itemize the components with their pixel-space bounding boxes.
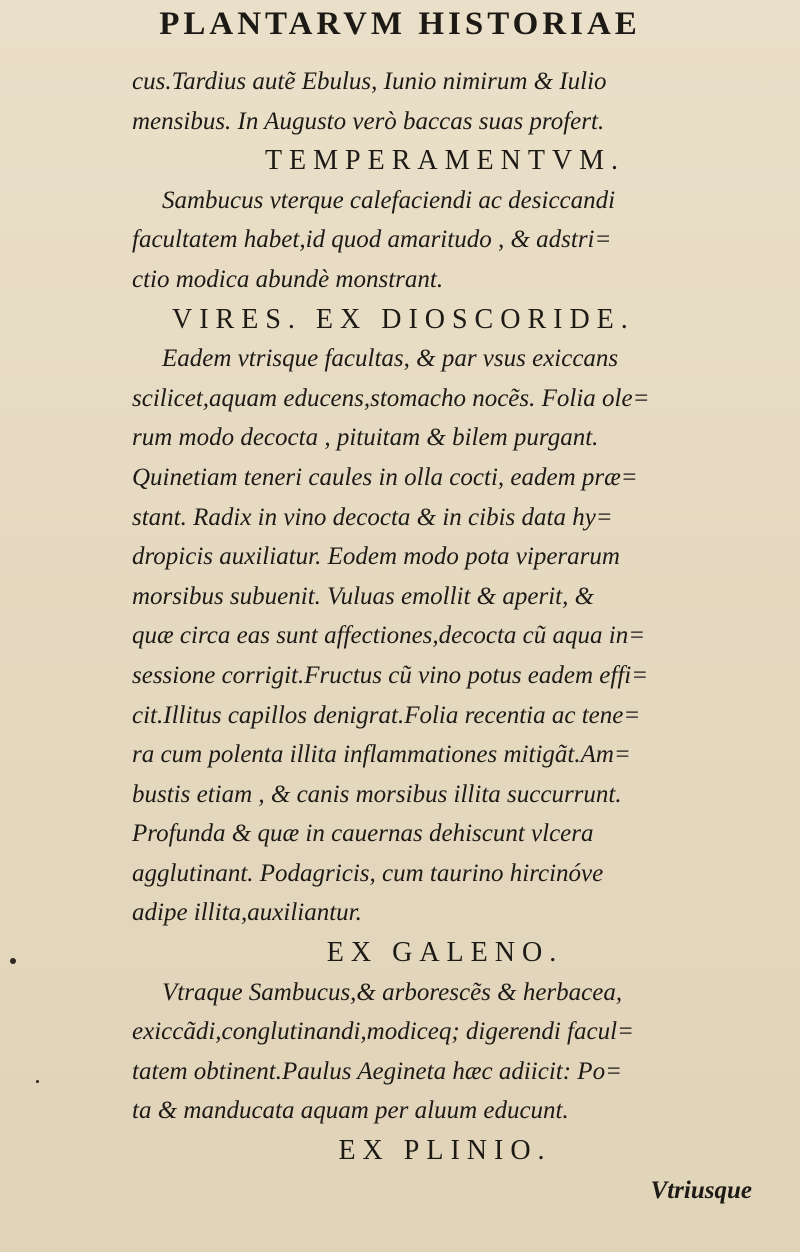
section-heading: EX PLINIO. bbox=[338, 1135, 552, 1167]
running-head: PLANTARVM HISTORIAE bbox=[159, 6, 641, 42]
section-heading: VIRES. EX DIOSCORIDE. bbox=[172, 303, 635, 335]
text-line: rum modo decocta , pituitam & bilem purgant. bbox=[132, 424, 599, 452]
text-line: Profunda & quæ in cauernas dehiscunt vlcera bbox=[132, 820, 594, 848]
text-line: Sambucus vterque calefaciendi ac desiccandi bbox=[162, 186, 616, 214]
text-line: sessione corrigit.Fructus cũ vino potus eadem effi= bbox=[132, 661, 649, 689]
text-line: dropicis auxiliatur. Eodem modo pota viperarum bbox=[132, 543, 620, 571]
text-line: bustis etiam , & canis morsibus illita succurrunt. bbox=[132, 780, 622, 808]
text-line: morsibus subuenit. Vuluas emollit & aperit, & bbox=[132, 582, 595, 610]
ink-speck bbox=[10, 958, 16, 964]
text-line: exiccãdi,conglutinandi,modiceq; digerendi facul= bbox=[132, 1018, 634, 1046]
text-line: cit.Illitus capillos denigrat.Folia recentia ac tene= bbox=[132, 701, 641, 729]
text-line: mensibus. In Augusto verò baccas suas profert. bbox=[132, 107, 605, 135]
text-line: Eadem vtrisque facultas, & par vsus exiccans bbox=[162, 345, 619, 373]
text-line: ctio modica abundè monstrant. bbox=[132, 265, 444, 293]
text-line: stant. Radix in vino decocta & in cibis data hy= bbox=[132, 503, 613, 531]
text-line: tatem obtinent.Paulus Aegineta hæc adiicit: Po= bbox=[132, 1057, 622, 1085]
text-line: ta & manducata aquam per aluum educunt. bbox=[132, 1097, 569, 1125]
catchword: Vtriusque bbox=[650, 1176, 752, 1204]
text-line: adipe illita,auxiliantur. bbox=[132, 899, 362, 927]
text-line: facultatem habet,id quod amaritudo , & adstri= bbox=[132, 226, 612, 254]
text-line: ra cum polenta illita inflammationes mitigãt.Am= bbox=[132, 741, 631, 769]
page-text bbox=[132, 62, 758, 1210]
ink-speck bbox=[36, 1080, 39, 1083]
text-line: Vtraque Sambucus,& arborescẽs & herbacea, bbox=[162, 978, 623, 1006]
text-line: quæ circa eas sunt affectiones,decocta cũ aqua in= bbox=[132, 622, 646, 650]
text-line: Quinetiam teneri caules in olla cocti, eadem præ= bbox=[132, 463, 638, 491]
text-line: agglutinant. Podagricis, cum taurino hircinóve bbox=[132, 859, 604, 887]
section-heading: TEMPERAMENTVM. bbox=[264, 145, 626, 177]
text-line: scilicet,aquam educens,stomacho nocẽs. Folia ole= bbox=[132, 384, 650, 412]
section-heading: EX GALENO. bbox=[326, 937, 564, 969]
text-line: cus.Tardius autẽ Ebulus, Iunio nimirum & Iulio bbox=[132, 68, 607, 95]
